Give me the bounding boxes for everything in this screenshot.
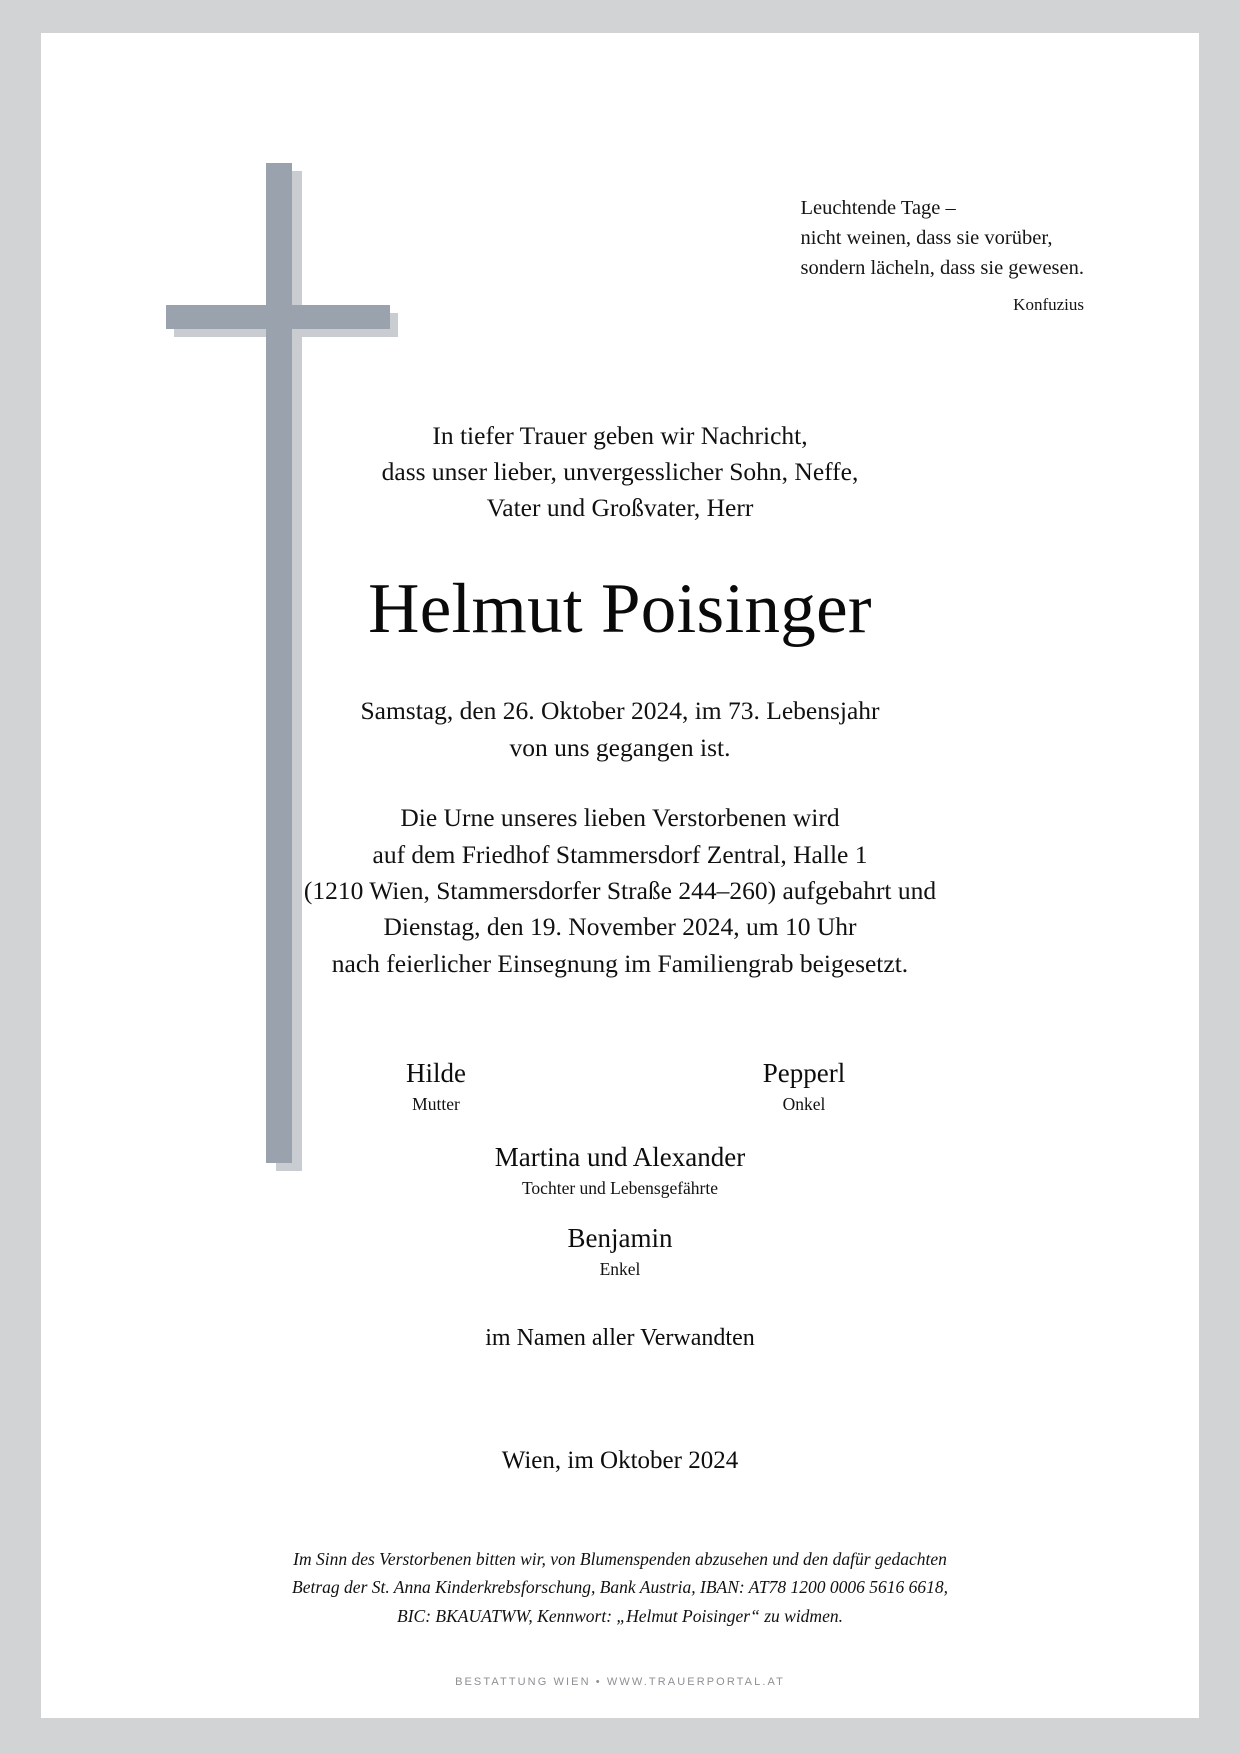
intro-line-3: Vater und Großvater, Herr [486, 493, 754, 523]
family-list [41, 1057, 1199, 1352]
arrangement-line-2: auf dem Friedhof Stammersdorf Zentral, Halle 1 [372, 839, 868, 869]
family-member-name: Martina und Alexander [494, 1142, 746, 1173]
deceased-name: Helmut Poisinger [368, 569, 872, 648]
obituary-card [41, 33, 1199, 1718]
donation-line-1: Im Sinn des Verstorbenen bitten wir, von Blumenspenden abzusehen und den dafür gedachten [293, 1548, 947, 1569]
intro-line-2: dass unser lieber, unvergesslicher Sohn, Neffe, [381, 457, 859, 487]
intro-line-1: In tiefer Trauer geben wir Nachricht, [432, 421, 808, 450]
announcement-intro [41, 418, 1199, 527]
arrangement-line-1: Die Urne unseres lieben Verstorbenen wird [400, 803, 840, 833]
passing-details [41, 693, 1199, 766]
cross-horizontal-bar [166, 305, 390, 329]
arrangement-line-4: Dienstag, den 19. November 2024, um 10 Uhr [383, 912, 857, 942]
memorial-quote [801, 193, 1085, 318]
donation-line-2: Betrag der St. Anna Kinderkrebsforschung, Bank Austria, IBAN: AT78 1200 0006 5616 6618, [292, 1577, 948, 1598]
family-member-relation: Onkel [782, 1093, 826, 1114]
family-member-name: Benjamin [567, 1223, 673, 1254]
family-member-name: Hilde [406, 1058, 466, 1089]
family-member-relation: Enkel [599, 1258, 641, 1279]
quote-line-2: nicht weinen, dass sie vorüber, [800, 227, 1053, 250]
family-member-name: Pepperl [762, 1058, 846, 1089]
donation-note [41, 1545, 1199, 1630]
announcement-body [41, 418, 1199, 1475]
family-row [41, 1141, 1199, 1200]
quote-line-3: sondern lächeln, dass sie gewesen. [800, 257, 1084, 280]
family-member-relation: Mutter [412, 1093, 460, 1114]
family-member-uncle [620, 1057, 988, 1116]
family-row [41, 1222, 1199, 1281]
family-member-grandchild [252, 1222, 988, 1281]
footer-credit: BESTATTUNG WIEN • WWW.TRAUERPORTAL.AT [455, 1676, 785, 1688]
arrangement-line-5: nach feierlicher Einsegnung im Familiengrab beigesetzt. [331, 948, 909, 978]
passing-line-1: Samstag, den 26. Oktober 2024, im 73. Lebensjahr [360, 696, 880, 726]
passing-line-2: von uns gegangen ist. [509, 732, 731, 762]
family-member-daughter [252, 1141, 988, 1200]
all-relatives-note: im Namen aller Verwandten [485, 1325, 755, 1352]
family-member-mother [252, 1057, 620, 1116]
funeral-arrangements [41, 800, 1199, 982]
place-and-date: Wien, im Oktober 2024 [501, 1447, 739, 1475]
quote-author: Konfuzius [1013, 295, 1084, 315]
family-row [41, 1057, 1199, 1116]
arrangement-line-3: (1210 Wien, Stammersdorfer Straße 244–260) aufgebahrt und [303, 875, 937, 905]
quote-line-1: Leuchtende Tage – [800, 197, 956, 219]
donation-line-3: BIC: BKAUATWW, Kennwort: „Helmut Poisinger“ zu widmen. [397, 1605, 843, 1626]
family-member-relation: Tochter und Lebensgefährte [521, 1177, 719, 1198]
